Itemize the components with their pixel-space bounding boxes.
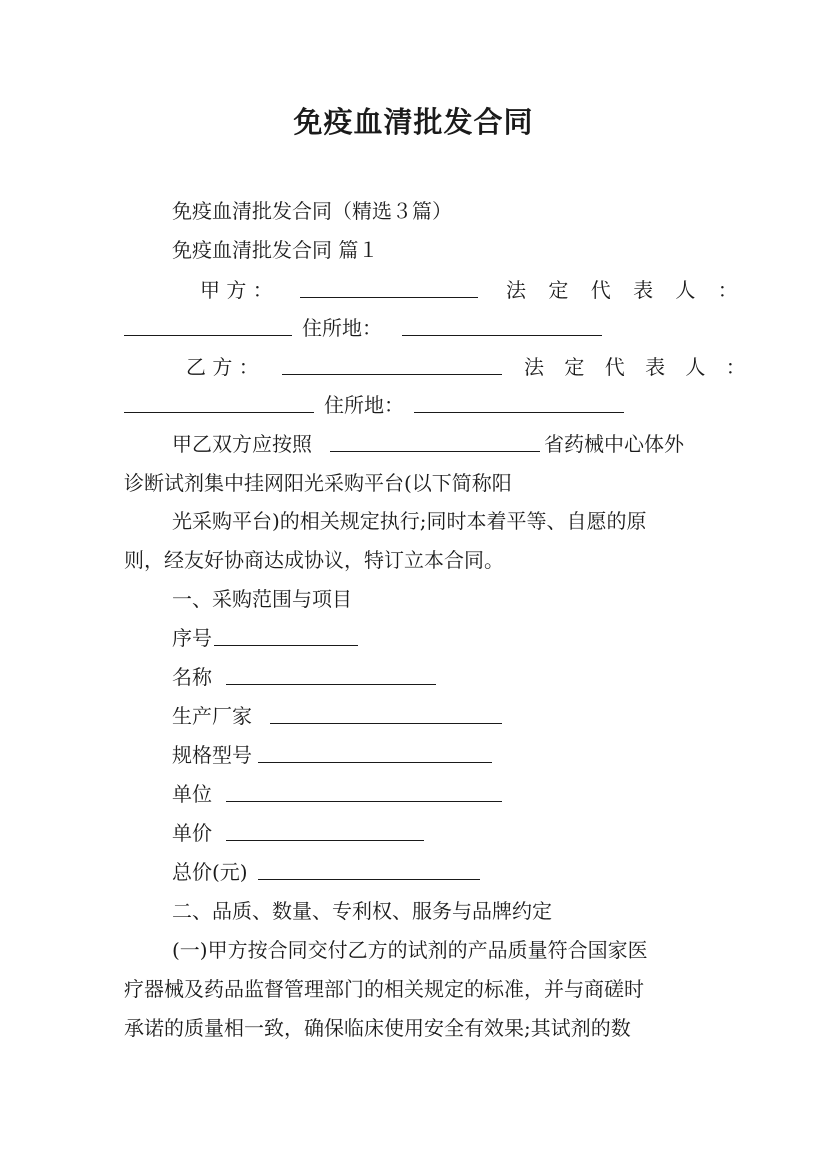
intro-line-4: 则，经友好协商达成协议，特订立本合同。	[124, 548, 504, 572]
field-label: 规格型号	[172, 743, 252, 767]
field-label: 序号	[172, 626, 212, 650]
field-label: 名称	[172, 665, 212, 689]
party-a-address-blank	[402, 317, 602, 336]
intro-line-1-end: 省药械中心体外	[544, 432, 684, 456]
field-label: 总价(元)	[172, 860, 248, 884]
field-label: 单位	[172, 782, 212, 806]
document-subtitle: 免疫血清批发合同（精选３篇）	[172, 199, 452, 223]
document-title: 免疫血清批发合同	[293, 105, 534, 139]
field-blank	[258, 744, 492, 763]
party-a-label: 甲 方 ：	[200, 278, 273, 302]
section-2-heading: 二、品质、数量、专利权、服务与品牌约定	[172, 899, 552, 923]
party-a-name-blank	[300, 279, 478, 298]
party-b-label: 乙 方 ：	[186, 355, 259, 379]
intro-line-3: 光采购平台)的相关规定执行;同时本着平等、自愿的原	[172, 509, 647, 533]
intro-blank	[330, 433, 540, 452]
intro-line-2: 诊断试剂集中挂网阳光采购平台(以下简称阳	[124, 471, 512, 495]
section-2-line-1: (一)甲方按合同交付乙方的试剂的产品质量符合国家医	[172, 938, 648, 962]
party-a-address-label: 住所地：	[302, 316, 382, 340]
field-blank	[270, 705, 502, 724]
party-a-rep-blank	[124, 317, 292, 336]
section-2-line-3: 承诺的质量相一致，确保临床使用安全有效果;其试剂的数	[124, 1016, 631, 1040]
party-b-rep-blank	[124, 394, 314, 413]
party-b-address-blank	[414, 394, 624, 413]
field-label: 生产厂家	[172, 704, 252, 728]
field-blank	[258, 861, 480, 880]
party-b-name-blank	[282, 356, 502, 375]
field-blank	[214, 627, 358, 646]
party-b-rep-label: 法 定 代 表 人 ：	[524, 355, 753, 379]
section-1-heading: 一、采购范围与项目	[172, 587, 352, 611]
field-label: 单价	[172, 821, 212, 845]
section-2-line-2: 疗器械及药品监督管理部门的相关规定的标准，并与商磋时	[124, 977, 644, 1001]
field-blank	[226, 783, 502, 802]
field-blank	[226, 822, 424, 841]
party-b-address-label: 住所地：	[324, 393, 404, 417]
field-blank	[226, 666, 436, 685]
party-a-rep-label: 法 定 代 表 人 ：	[506, 278, 746, 302]
section-heading: 免疫血清批发合同 篇１	[172, 238, 379, 262]
intro-line-1-start: 甲乙双方应按照	[172, 432, 312, 456]
